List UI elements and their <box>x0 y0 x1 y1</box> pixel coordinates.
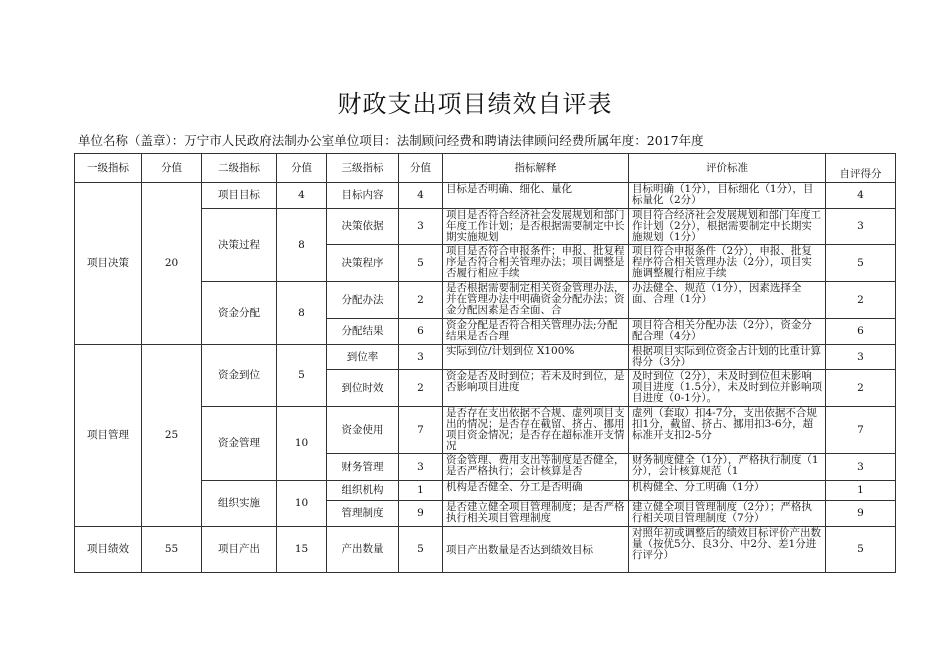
self-score: 3 <box>826 209 896 245</box>
level1-score: 25 <box>142 345 202 527</box>
level3-score: 1 <box>399 481 443 501</box>
indicator-explanation: 资金管理、费用支出等制度是否健全，是否严格执行；会计核算是否 <box>443 454 629 481</box>
indicator-explanation: 项目是否符合经济社会发展规划和部门年度工作计划；是否根据需要制定中长期实施规划 <box>443 209 629 245</box>
level2-score: 5 <box>277 345 327 407</box>
header-explanation: 指标解释 <box>443 154 629 183</box>
self-score: 3 <box>826 345 896 370</box>
indicator-explanation: 目标是否明确、细化、量化 <box>443 183 629 209</box>
evaluation-standard: 办法健全、规范（1分），因素选择全面、合理（1分） <box>629 282 826 319</box>
indicator-explanation: 是否建立健全项目管理制度；是否严格执行相关项目管理制度 <box>443 501 629 527</box>
indicator-explanation: 资金分配是否符合相关管理办法;分配结果是否合理 <box>443 319 629 345</box>
indicator-explanation: 项目是否符合申报条件；申报、批复程序是否符合相关管理办法；项目调整是否履行相应手续 <box>443 245 629 282</box>
level2-score: 4 <box>277 183 327 209</box>
level2-name: 项目目标 <box>202 183 277 209</box>
level3-name: 管理制度 <box>327 501 399 527</box>
table-row <box>75 183 896 209</box>
level3-name: 到位时效 <box>327 370 399 407</box>
level1-score: 20 <box>142 183 202 345</box>
level2-score: 10 <box>277 481 327 527</box>
self-score: 2 <box>826 282 896 319</box>
level2-name: 资金到位 <box>202 345 277 407</box>
indicator-explanation: 项目产出数量是否达到绩效目标 <box>443 527 629 573</box>
header-score2: 分值 <box>277 154 327 183</box>
level2-name: 决策过程 <box>202 209 277 282</box>
self-score: 5 <box>826 245 896 282</box>
self-score: 7 <box>826 407 896 454</box>
header-self-score: 自评得分 <box>826 154 896 183</box>
evaluation-table <box>74 153 896 573</box>
table-row <box>75 527 896 573</box>
evaluation-standard: 项目符合相关分配办法（2分），资金分配合理（4分） <box>629 319 826 345</box>
evaluation-standard: 财务制度健全（1分），严格执行制度（1分），会计核算规范（1 <box>629 454 826 481</box>
level3-score: 4 <box>399 183 443 209</box>
level3-name: 到位率 <box>327 345 399 370</box>
evaluation-standard: 项目符合申报条件（2分），申报、批复程序符合相关管理办法（2分），项目实施调整履行相应手续 <box>629 245 826 282</box>
level1-name: 项目决策 <box>75 183 142 345</box>
level3-score: 3 <box>399 454 443 481</box>
header-standard: 评价标准 <box>629 154 826 183</box>
level3-name: 财务管理 <box>327 454 399 481</box>
header-level2: 二级指标 <box>202 154 277 183</box>
indicator-explanation: 资金是否及时到位；若未及时到位，是否影响项目进度 <box>443 370 629 407</box>
level3-score: 2 <box>399 282 443 319</box>
level3-name: 产出数量 <box>327 527 399 573</box>
unit-info-line: 单位名称（盖章）：万宁市人民政府法制办公室单位项目：法制顾问经费和聘请法律顾问经费所属年度：2017年度 <box>78 133 704 148</box>
self-score: 6 <box>826 319 896 345</box>
indicator-explanation: 机构是否健全、分工是否明确 <box>443 481 629 501</box>
level2-score: 8 <box>277 282 327 345</box>
self-score: 4 <box>826 183 896 209</box>
level3-name: 决策程序 <box>327 245 399 282</box>
level2-name: 组织实施 <box>202 481 277 527</box>
level3-score: 3 <box>399 345 443 370</box>
level3-score: 7 <box>399 407 443 454</box>
level2-name: 资金管理 <box>202 407 277 481</box>
level3-name: 资金使用 <box>327 407 399 454</box>
level1-name: 项目管理 <box>75 345 142 527</box>
evaluation-standard: 机构健全、分工明确（1分） <box>629 481 826 501</box>
header-level3: 三级指标 <box>327 154 399 183</box>
level3-name: 分配办法 <box>327 282 399 319</box>
table-row <box>75 345 896 370</box>
evaluation-standard: 根据项目实际到位资金占计划的比重计算得分（3分） <box>629 345 826 370</box>
level3-name: 目标内容 <box>327 183 399 209</box>
indicator-explanation: 是否根据需要制定相关资金管理办法，并在管理办法中明确资金分配办法；资金分配因素是否全面、合 <box>443 282 629 319</box>
header-score3: 分值 <box>399 154 443 183</box>
level2-name: 资金分配 <box>202 282 277 345</box>
self-score: 2 <box>826 370 896 407</box>
level2-score: 15 <box>277 527 327 573</box>
level3-score: 9 <box>399 501 443 527</box>
evaluation-standard: 及时到位（2分），未及时到位但未影响项目进度（1.5分），未及时到位并影响项目进度（0-1分）。 <box>629 370 826 407</box>
level3-score: 5 <box>399 245 443 282</box>
level1-score: 55 <box>142 527 202 573</box>
header-row <box>75 154 896 183</box>
level3-name: 决策依据 <box>327 209 399 245</box>
level3-score: 6 <box>399 319 443 345</box>
evaluation-standard: 虚列（套取）扣4-7分，支出依据不合规扣1分，截留、挤占、挪用扣3-6分，超标准开支扣2-5分 <box>629 407 826 454</box>
header-score1: 分值 <box>142 154 202 183</box>
level3-name: 组织机构 <box>327 481 399 501</box>
level3-score: 2 <box>399 370 443 407</box>
level2-name: 项目产出 <box>202 527 277 573</box>
level3-score: 3 <box>399 209 443 245</box>
evaluation-standard: 目标明确（1分），目标细化（1分），目标量化（2分） <box>629 183 826 209</box>
level1-name: 项目绩效 <box>75 527 142 573</box>
self-score: 5 <box>826 527 896 573</box>
evaluation-standard: 建立健全项目管理制度（2分）；严格执行相关项目管理制度（7分） <box>629 501 826 527</box>
evaluation-standard: 项目符合经济社会发展规划和部门年度工作计划（2分），根据需要制定中长期实施规划（1分） <box>629 209 826 245</box>
level2-score: 8 <box>277 209 327 282</box>
header-level1: 一级指标 <box>75 154 142 183</box>
self-score: 9 <box>826 501 896 527</box>
self-score: 3 <box>826 454 896 481</box>
level3-name: 分配结果 <box>327 319 399 345</box>
level3-score: 5 <box>399 527 443 573</box>
page-title: 财政支出项目绩效自评表 <box>337 90 613 118</box>
evaluation-standard: 对照年初或调整后的绩效目标评价产出数量（按优5分、良3分、中2分、差1分进行评分） <box>629 527 826 573</box>
indicator-explanation: 实际到位/计划到位 X100% <box>443 345 629 370</box>
indicator-explanation: 是否存在支出依据不合规、虚列项目支出的情况；是否存在截留、挤占、挪用项目资金情况；是否存在超标准开支情况 <box>443 407 629 454</box>
self-score: 1 <box>826 481 896 501</box>
level2-score: 10 <box>277 407 327 481</box>
